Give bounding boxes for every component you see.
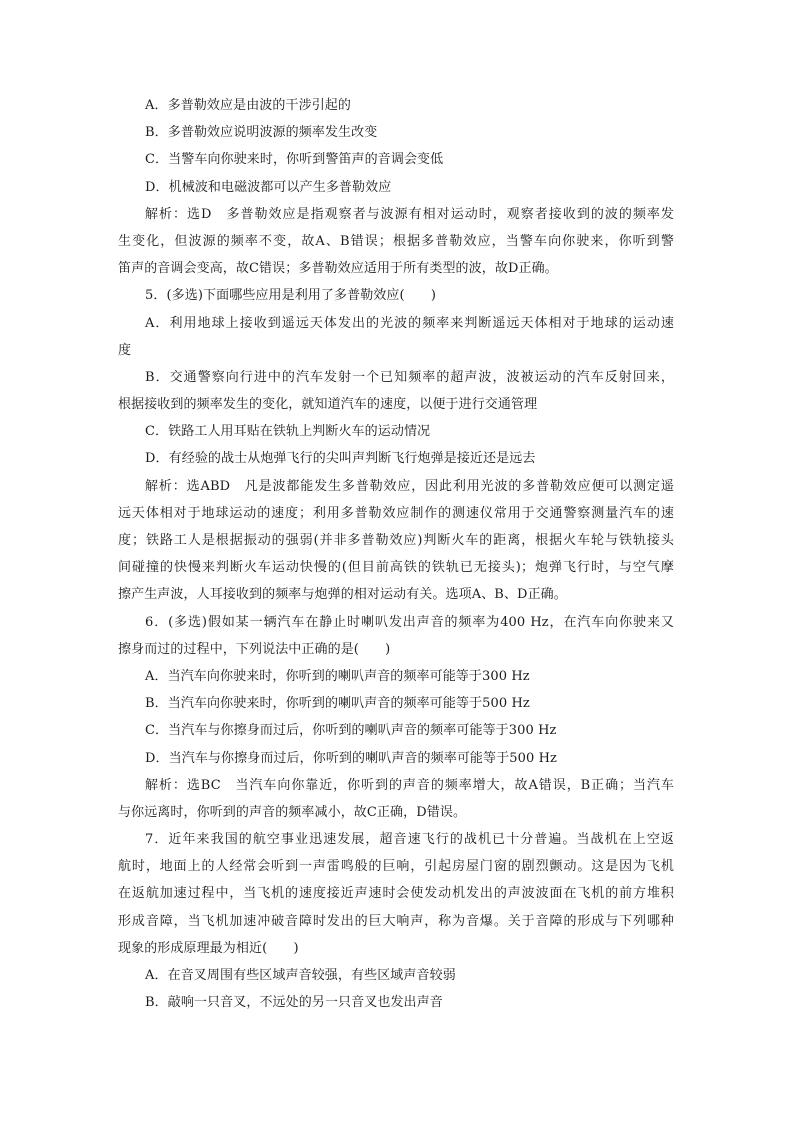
question-6-option-a: A．当汽车向你驶来时，你听到的喇叭声音的频率可能等于300 Hz — [145, 668, 530, 684]
question-7-stem-line-4: 形成音障，当飞机加速冲破音障时发出的巨大响声，称为音爆。关于音障的形成与下列哪种 — [118, 913, 674, 929]
analysis-5-line-5: 擦产生声波，人耳接收到的频率与炮弹的相对运动有关。选项A、B、D正确。 — [118, 587, 567, 603]
question-5-option-c: C．铁路工人用耳贴在铁轨上判断火车的运动情况 — [145, 424, 431, 440]
question-5-option-a-line-2: 度 — [118, 342, 132, 358]
question-5-option-d: D．有经验的战士从炮弹飞行的尖叫声判断飞行炮弹是接近还是远去 — [145, 451, 536, 467]
analysis-5-line-4: 间碰撞的快慢来判断火车运动快慢的(但目前高铁的铁轨已无接头)；炮弹飞行时，与空气摩 — [118, 560, 674, 576]
question-7-stem-line-3: 在返航加速过程中，当飞机的速度接近声速时会使发动机发出的声波波面在飞机的前方堆积 — [118, 886, 674, 902]
question-5-option-a-line-1: A．利用地球上接收到遥远天体发出的光波的频率来判断遥远天体相对于地球的运动速 — [145, 315, 674, 331]
analysis-6-line-1: 解析：选BC 当汽车向你靠近，你听到的声音的频率增大，故A错误，B正确；当汽车 — [145, 777, 674, 793]
question-5-option-b-line-2: 根据接收到的频率发生的变化，就知道汽车的速度，以便于进行交通管理 — [118, 397, 538, 413]
question-5-option-b-line-1: B．交通警察向行进中的汽车发射一个已知频率的超声波，波被运动的汽车反射回来， — [145, 369, 674, 385]
question-6-option-d: D．当汽车与你擦身而过后，你听到的喇叭声音的频率可能等于500 Hz — [145, 750, 557, 766]
option-a-line: A．多普勒效应是由波的干涉引起的 — [145, 98, 351, 113]
question-5-stem: 5．(多选)下面哪些应用是利用了多普勒效应( ) — [145, 288, 437, 304]
analysis-5-line-1: 解析：选ABD 凡是波都能发生多普勒效应，因此利用光波的多普勒效应便可以测定遥 — [145, 478, 674, 494]
option-c-line: C．当警车向你驶来时，你听到警笛声的音调会变低 — [145, 152, 444, 168]
option-d-line: D．机械波和电磁波都可以产生多普勒效应 — [145, 179, 392, 195]
analysis-4-line-1: 解析：选D 多普勒效应是指观察者与波源有相对运动时，观察者接收到的波的频率发 — [145, 206, 674, 222]
analysis-6-line-2: 与你远离时，你听到的声音的频率减小，故C正确，D错误。 — [118, 804, 467, 820]
question-7-stem-line-1: 7．近年来我国的航空事业迅速发展，超音速飞行的战机已十分普遍。当战机在上空返 — [145, 832, 674, 848]
question-6-stem-line-1: 6．(多选)假如某一辆汽车在静止时喇叭发出声音的频率为400 Hz，在汽车向你驶来又 — [145, 614, 674, 630]
question-6-stem-line-2: 擦身而过的过程中，下列说法中正确的是( ) — [118, 641, 391, 657]
analysis-4-line-3: 笛声的音调会变高，故C错误；多普勒效应适用于所有类型的波，故D正确。 — [118, 261, 558, 277]
question-7-option-a: A．在音叉周围有些区域声音较强，有些区域声音较弱 — [145, 968, 456, 983]
question-6-option-c: C．当汽车与你擦身而过后，你听到的喇叭声音的频率可能等于300 Hz — [145, 723, 557, 739]
question-7-option-b: B．敲响一只音叉，不远处的另一只音叉也发出声音 — [145, 995, 443, 1011]
option-b-line: B．多普勒效应说明波源的频率发生改变 — [145, 125, 378, 141]
question-7-stem-line-2: 航时，地面上的人经常会听到一声雷鸣般的巨响，引起房屋门窗的剧烈颤动。这是因为飞机 — [118, 859, 674, 875]
question-6-option-b: B．当汽车向你驶来时，你听到的喇叭声音的频率可能等于500 Hz — [145, 696, 530, 712]
analysis-5-line-2: 远天体相对于地球运动的速度；利用多普勒效应制作的测速仪常用于交通警察测量汽车的速 — [118, 505, 674, 521]
analysis-5-line-3: 度；铁路工人是根据振动的强弱(并非多普勒效应)判断火车的距离，根据火车轮与铁轨接头 — [118, 533, 674, 548]
document-page — [118, 92, 674, 1016]
question-7-stem-line-5: 现象的形成原理最为相近( ) — [118, 940, 299, 956]
analysis-4-line-2: 生变化，但波源的频率不变，故A、B错误；根据多普勒效应，当警车向你驶来，你听到警 — [118, 233, 674, 249]
